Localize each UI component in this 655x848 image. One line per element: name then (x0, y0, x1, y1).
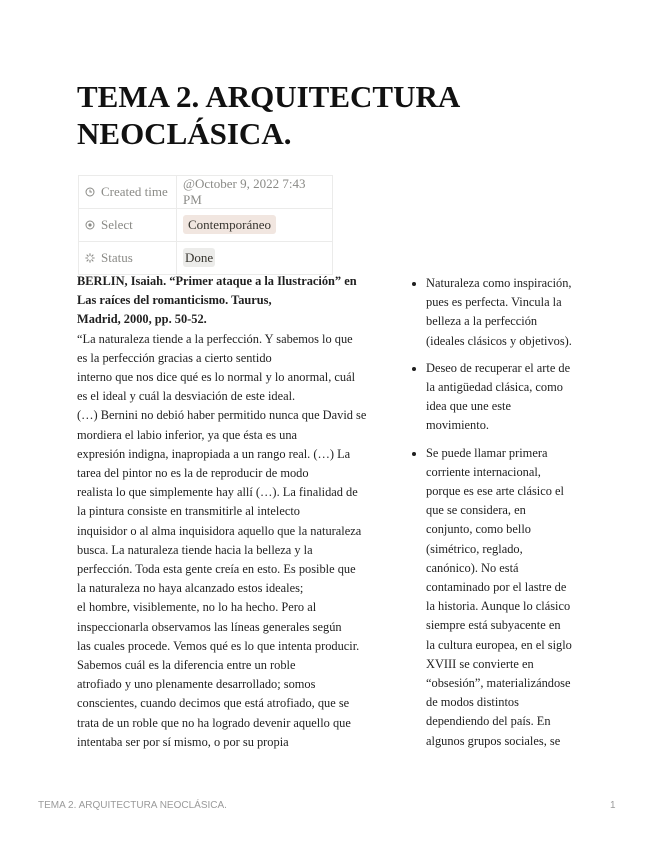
page-number: 1 (610, 800, 616, 811)
page-title (77, 78, 557, 152)
properties-table (78, 175, 333, 275)
list-item: Naturaleza como inspiración, pues es perfecta. Vincula la belleza a la perfección (ideales clásicos y objetivos). (408, 274, 588, 351)
citation: BERLIN, Isaiah. “Primer ataque a la Ilustración” en Las raíces del romanticismo. Taurus, Madrid, 2000, pp. 50-52. (77, 274, 357, 327)
list-item: Deseo de recuperar el arte de la antigüedad clásica, como idea que une este movimiento. (408, 359, 588, 436)
select-icon (85, 220, 95, 230)
title-line: TEMA 2. ARQUITECTURA NEOCLÁSICA. (77, 79, 459, 151)
quote-text: “La naturaleza tiende a la perfección. Y sabemos lo que es la perfección gracias a cierto sentido interno que nos dice qué es lo normal y lo anormal, cuál es el ideal y cuál la desviación de este ideal. (…) Bernini no debió haber permitido nunca que David se mordiera el labio inferior, ya que ésta es una expresión indigna, inapropiada a un rango real. (…) La tarea del pintor no es la de reproducir de modo realista lo que simplemente hay allí (…). La finalidad de la pintura consiste en transmitirle al intelecto inquisidor o al alma inquisidora aquello que la naturaleza busca. La naturaleza tiende hacia la belleza y la perfección. Toda esta gente creía en esto. Es posible que la naturaleza no haya alcanzado estos ideales; el hombre, visiblemente, no lo ha hecho. Pero al inspeccionarla observamos las líneas generales según las cuales procede. Vemos qué es lo que intenta producir. Sabemos cuál es la diferencia entre un roble atrofiado y uno plenamente desarrollado; somos conscientes, cuando decimos que está atrofiado, que se trata de un roble que no ha logrado devenir aquello que intentaba ser por sí mismo, o por su propia (77, 331, 367, 749)
property-row-created-time (79, 176, 333, 209)
property-key: Status (79, 242, 177, 275)
status-value-cell[interactable] (177, 242, 333, 275)
notes-column (408, 274, 588, 759)
property-key: Select (79, 209, 177, 242)
footer-title: TEMA 2. ARQUITECTURA NEOCLÁSICA. (38, 800, 227, 811)
status-tag[interactable]: Done (185, 250, 214, 265)
status-icon (85, 253, 95, 263)
clock-icon (85, 187, 95, 197)
quote-column (77, 272, 382, 752)
property-row-select (79, 209, 333, 242)
select-tag[interactable]: Contemporáneo (183, 215, 276, 234)
property-key: Created time (79, 176, 177, 209)
property-row-status (79, 242, 333, 275)
list-item: Se puede llamar primera corriente internacional, porque es ese arte clásico el que se considera, en conjunto, como bello (simétrico, reglado, canónico). No está contaminado por el lastre de la historia. Aunque lo clásico siempre está subyacente en la cultura europea, en el siglo XVIII se convierte en “obsesión”, materializándose de modos distintos dependiendo del país. En algunos grupos sociales, se (408, 444, 588, 751)
created-time-value: @October 9, 2022 7:43 PM (177, 176, 333, 209)
bullet-list (408, 274, 588, 751)
select-value-cell[interactable] (177, 209, 333, 242)
